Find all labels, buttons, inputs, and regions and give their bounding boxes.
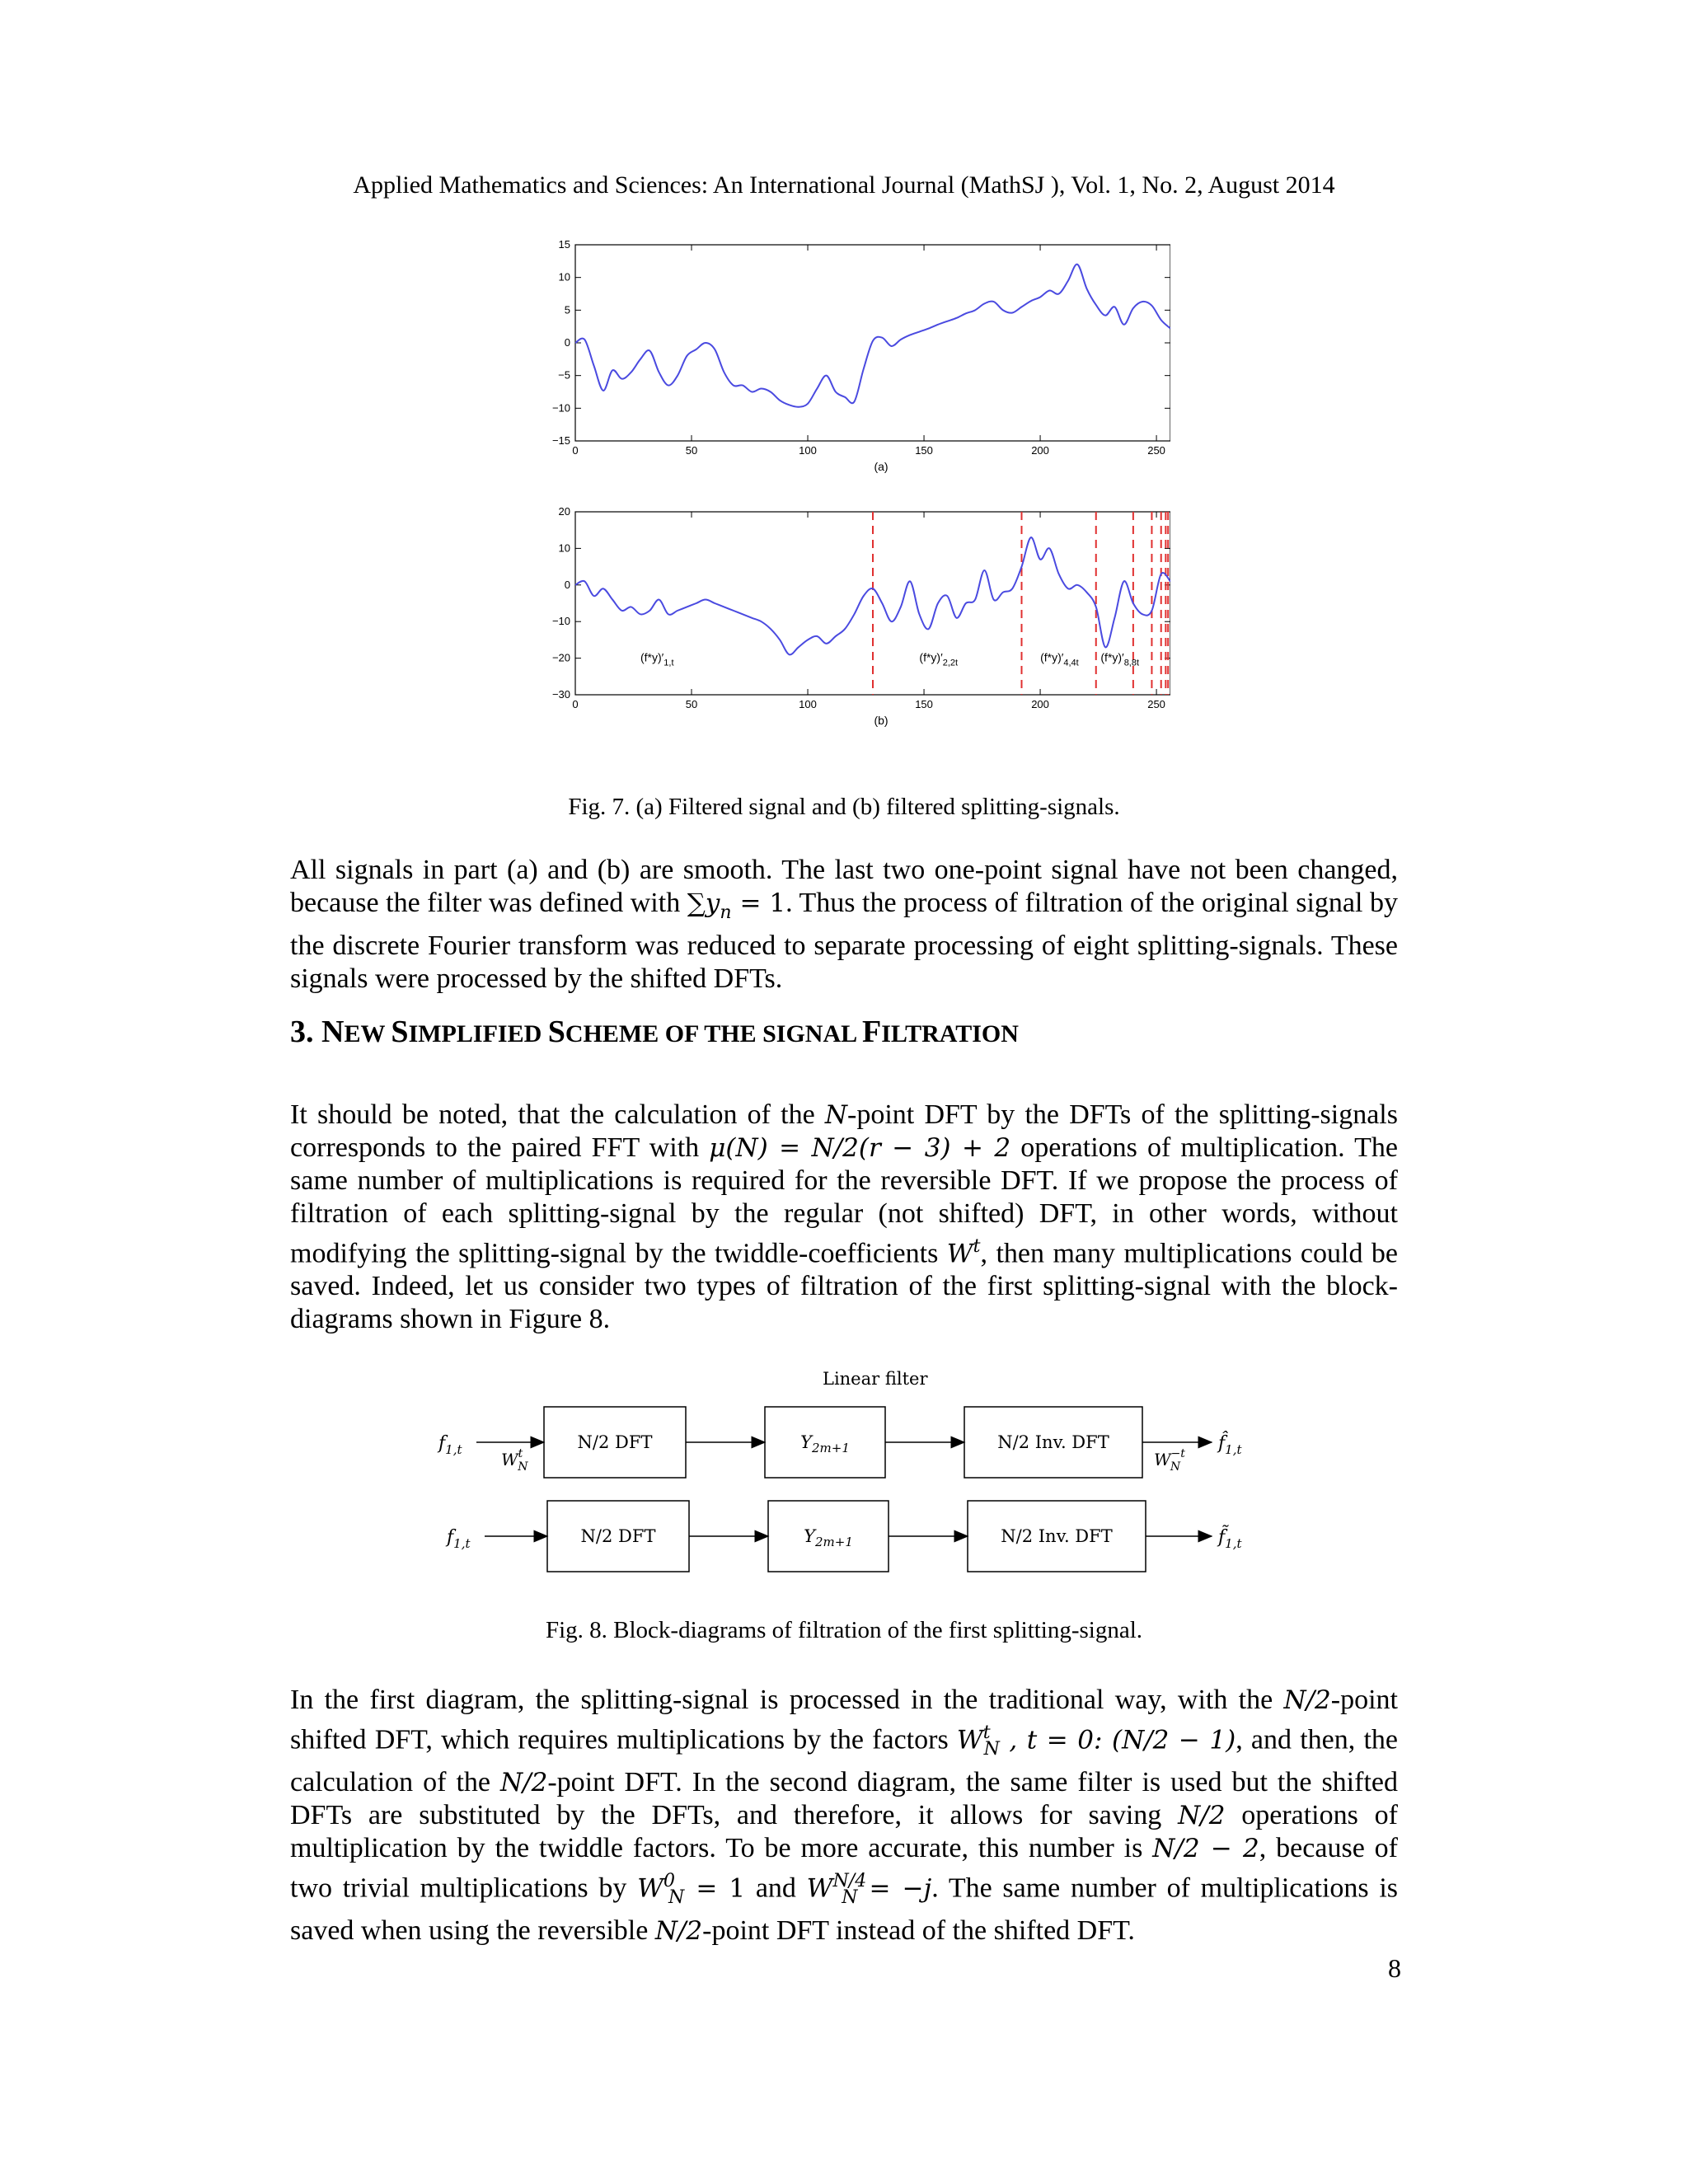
section-heading: 3. NEW SIMPLIFIED SCHEME OF THE SIGNAL FILTRATION (290, 1015, 1019, 1049)
y-tick-label: −20 (551, 651, 570, 664)
x-tick-label: 150 (915, 698, 933, 710)
plot-a (552, 238, 1170, 473)
x-tick-label: 200 (1031, 444, 1049, 457)
fig7-caption: Fig. 7. (a) Filtered signal and (b) filtered splitting-signals. (568, 794, 1120, 820)
paragraph-3: In the first diagram, the splitting-signal is processed in the traditional way, with the N/2-point shifted DFT, which requires multiplications by the factors $W^t_N$ , t = 0: (N/2 − 1), and then, the calculation of the N/2-point DFT. In the second diagram, the same filter is used but the shifted DFTs are substituted by the DFTs, and therefore, it allows for saving N/2 operations of multiplication by the twiddle factors. To be more accurate, this number is N/2 − 2, because of two trivial multiplications by $W^0_N = 1$ and $W^{N/4}_N = -j$. The same number of multiplications is saved when using the reversible N/2-point DFT instead of the shifted DFT. (290, 1685, 1399, 1947)
row1-dft-label: N/2 DFT (577, 1432, 653, 1452)
journal-header: Applied Mathematics and Sciences: An International Journal (MathSJ ), Vol. 1, No. 2, August 2014 (353, 171, 1335, 199)
y-tick-label: 15 (558, 238, 570, 251)
y-tick-label: 10 (558, 541, 570, 555)
series-annotation: $(f*y)'_{4,4t}$ (1040, 650, 1079, 668)
x-tick-label: 0 (572, 444, 579, 457)
row2-output: $f̃_{1,t}$ (1218, 1527, 1242, 1551)
diagram-row-1 (437, 1407, 1242, 1478)
y-tick-label: 0 (564, 578, 570, 591)
plot-b (552, 505, 1170, 727)
x-tick-label: 250 (1147, 698, 1165, 710)
y-tick-label: −5 (558, 368, 570, 382)
y-tick-label: −10 (551, 401, 570, 415)
y-tick-label: −30 (551, 688, 570, 701)
row1-twiddle-in: $W^t$ N (501, 1447, 528, 1474)
paragraph-2: It should be noted, that the calculation of the N-point DFT by the DFTs of the splitting-signals corresponds to the paired FFT with μ(N) = N/2(r − 3) + 2 operations of multiplication. The same number of multiplications is required for the reversible DFT. If we propose the process of filtration of each splitting-signal by the regular (not shifted) DFT, in other words, without modifying the splitting-signal by the twiddle-coefficients $W^t$, then many multiplications could be saved. Indeed, let us consider two types of filtration of the first splitting-signal with the block-diagrams shown in Figure 8. (290, 1099, 1398, 1335)
series-annotation: $(f*y)'_{2,2t}$ (919, 650, 959, 668)
x-tick-label: 50 (685, 698, 698, 710)
row1-output: $f̂_{1,t}$ (1218, 1433, 1242, 1457)
diagram-row-2 (445, 1501, 1242, 1572)
row1-inv-dft-label: N/2 Inv. DFT (997, 1432, 1109, 1452)
y-tick-label: −10 (551, 615, 570, 628)
linear-filter-label: Linear filter (823, 1369, 928, 1389)
row2-inv-dft-label: N/2 Inv. DFT (1001, 1526, 1113, 1546)
page-number: 8 (1388, 1953, 1401, 1983)
series-annotation: $(f*y)'_{1,t}$ (640, 650, 674, 668)
y-tick-label: −15 (551, 434, 570, 447)
x-tick-label: 150 (915, 444, 933, 457)
row2-dft-label: N/2 DFT (580, 1526, 656, 1546)
x-tick-label: 250 (1147, 444, 1165, 457)
row1-twiddle-out: $W^{-t}$ N (1154, 1447, 1185, 1474)
y-tick-label: 10 (558, 270, 570, 284)
fig8-caption: Fig. 8. Block-diagrams of filtration of the first splitting-signal. (545, 1617, 1143, 1643)
paragraph-1: All signals in part (a) and (b) are smooth. The last two one-point signal have not been changed, because the filter was defined with $\sum y_n = 1$. Thus the process of filtration of the original signal by the discrete Fourier transform was reduced to separate processing of eight splitting-signals. These signals were processed by the shifted DFTs. (290, 855, 1398, 994)
x-tick-label: 0 (572, 698, 579, 710)
x-tick-label: 100 (799, 698, 817, 710)
signal-line (575, 265, 1170, 407)
row2-filter-label: $Y_{2m+1}$ (804, 1526, 853, 1549)
series-annotation: $(f*y)'_{8,8t}$ (1100, 650, 1140, 668)
y-tick-label: 5 (564, 303, 570, 316)
x-tick-label: 200 (1031, 698, 1049, 710)
row1-input: $f_{1,t}$ (438, 1433, 462, 1457)
row2-input: $f_{1,t}$ (447, 1527, 471, 1551)
y-tick-label: 20 (558, 505, 570, 518)
x-tick-label: 100 (799, 444, 817, 457)
figure-7 (528, 235, 1170, 746)
y-tick-label: 0 (564, 336, 570, 349)
row1-filter-label: $Y_{2m+1}$ (800, 1432, 850, 1455)
x-tick-label: 50 (685, 444, 698, 457)
panel-label: (b) (874, 714, 889, 727)
figure-8-diagram (429, 1360, 1269, 1607)
panel-label: (a) (874, 460, 889, 473)
